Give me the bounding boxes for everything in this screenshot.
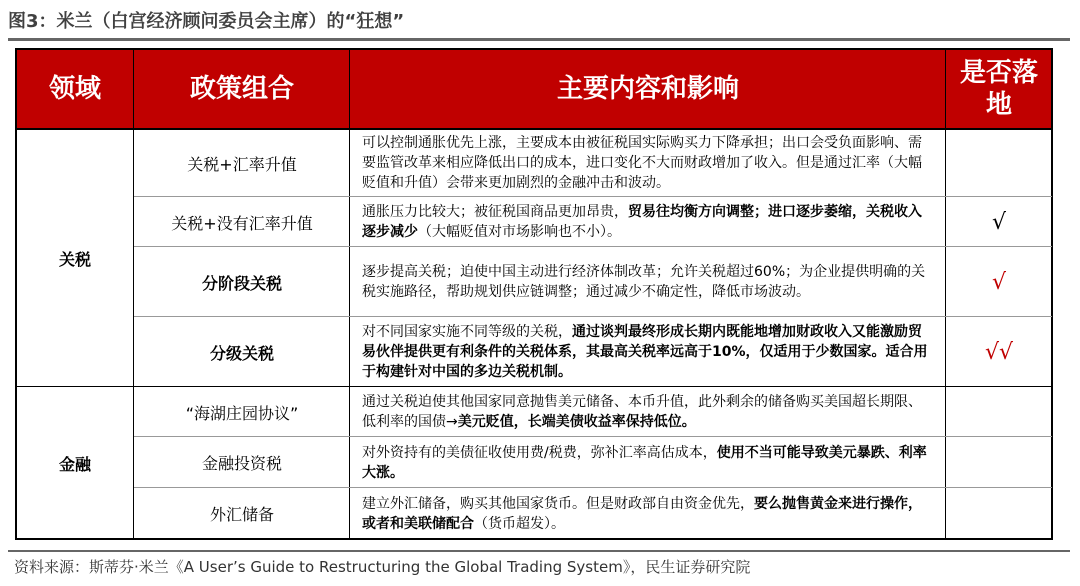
row-2-policy-label: 关税+没有汇率升值 bbox=[171, 213, 313, 233]
row-2-content bbox=[350, 197, 946, 247]
row-5-content bbox=[350, 387, 946, 437]
row-2-content-text bbox=[362, 202, 934, 242]
header-policy bbox=[134, 49, 350, 129]
row-sep-2 bbox=[134, 246, 1052, 247]
header-policy-label: 政策组合 bbox=[189, 74, 294, 104]
row-1-content bbox=[350, 129, 946, 197]
row-6-content-part-a: 对外资持有的美债征收使用费/税费，弥补汇率高估成本， bbox=[362, 444, 717, 461]
row-2-content-part-b: 贸易往均衡方向调整；进口逐步萎缩，关税收入逐步减少 bbox=[362, 204, 922, 240]
row-4-content-text bbox=[362, 322, 934, 382]
row-2-content-part-c: （大幅贬值对市场影响也不小）。 bbox=[418, 224, 621, 240]
border-left bbox=[15, 48, 17, 540]
header-domain bbox=[16, 49, 134, 129]
row-sep-6 bbox=[134, 487, 1052, 488]
row-sep-5 bbox=[134, 436, 1052, 437]
header-content bbox=[350, 49, 946, 129]
footer-rule bbox=[8, 550, 1070, 552]
group-tariff-label: 关税 bbox=[58, 249, 91, 269]
row-7-check bbox=[946, 488, 1052, 539]
row-3-policy-label: 分阶段关税 bbox=[201, 273, 282, 293]
divider-col-3 bbox=[945, 48, 946, 540]
header-domain-label: 领域 bbox=[48, 74, 101, 104]
divider-col-2 bbox=[349, 48, 350, 540]
row-2-check-mark: √ bbox=[991, 209, 1007, 235]
row-6-content bbox=[350, 437, 946, 488]
row-6-content-text bbox=[362, 443, 934, 483]
row-3-policy bbox=[134, 247, 350, 317]
row-4-check-mark: √√ bbox=[984, 339, 1014, 365]
row-2-check bbox=[946, 197, 1052, 247]
row-4-content-part-b: 通过谈判最终形成长期内既能地增加财政收入又能激励贸易伙伴提供更有利条件的关税体系，其最高关税率远高于10%，仅适用于少数国家。适合用于构建针对中国的多边关税机制。 bbox=[362, 324, 928, 380]
header-implemented-label: 是否落地 bbox=[960, 58, 1039, 120]
row-4-content bbox=[350, 317, 946, 387]
row-3-check bbox=[946, 247, 1052, 317]
group-finance-label: 金融 bbox=[58, 454, 91, 474]
row-1-policy-label: 关税+汇率升值 bbox=[187, 154, 297, 174]
row-sep-3 bbox=[134, 316, 1052, 317]
source-note: 资料来源：斯蒂芬·米兰《A User’s Guide to Restructuring the Global Trading System》，民生证券研究院 bbox=[14, 558, 751, 576]
row-7-policy bbox=[134, 488, 350, 539]
row-4-policy bbox=[134, 317, 350, 387]
row-6-policy bbox=[134, 437, 350, 488]
row-6-policy-label: 金融投资税 bbox=[201, 454, 282, 473]
border-bottom bbox=[15, 538, 1053, 540]
group-finance bbox=[16, 387, 134, 539]
row-6-content-part-b: 使用不当可能导致美元暴跌、利率大涨。 bbox=[362, 444, 927, 481]
row-3-check-mark: √ bbox=[991, 269, 1007, 295]
row-2-content-part-a: 通胀压力比较大；被征税国商品更加昂贵， bbox=[362, 204, 628, 220]
row-2-policy bbox=[134, 197, 350, 247]
row-1-policy bbox=[134, 129, 350, 197]
row-4-policy-label: 分级关税 bbox=[209, 343, 274, 363]
group-divider bbox=[15, 386, 1053, 387]
header-content-label: 主要内容和影响 bbox=[556, 74, 739, 104]
row-4-content-part-a: 对不同国家实施不同等级的关税， bbox=[362, 324, 572, 340]
row-5-content-part-a: 通过关税迫使其他国家同意抛售美元储备、本币升值，此外剩余的储备购买美国超长期限、低利率的国债→ bbox=[362, 394, 922, 430]
row-7-content-part-b: 要么抛售黄金来进行操作，或者和美联储配合 bbox=[362, 495, 922, 532]
row-5-content-text bbox=[362, 392, 934, 432]
border-right bbox=[1051, 48, 1053, 540]
row-5-policy bbox=[134, 387, 350, 437]
row-1-content-text: 可以控制通胀优先上涨，主要成本由被征税国实际购买力下降承担；出口会受负面影响、需要监管改革来相应降低出口的成本，进口变化不大而财政增加了收入。但是通过汇率（大幅贬值和升值）会带来更加剧烈的金融冲击和波动。 bbox=[362, 135, 922, 191]
figure-title: 图3：米兰（白宫经济顾问委员会主席）的“狂想” bbox=[8, 11, 405, 32]
row-5-check bbox=[946, 387, 1052, 437]
row-6-check bbox=[946, 437, 1052, 488]
row-7-content-part-a: 建立外汇储备，购买其他国家货币。但是财政部自由资金优先， bbox=[362, 495, 754, 512]
divider-col-1 bbox=[133, 48, 134, 540]
row-7-content bbox=[350, 488, 946, 539]
row-1-check bbox=[946, 129, 1052, 197]
row-3-content bbox=[350, 247, 946, 317]
row-7-content-text bbox=[362, 494, 934, 534]
row-5-policy-label: “海湖庄园协议” bbox=[185, 403, 299, 423]
row-5-content-part-b: 美元贬值，长端美债收益率保持低位。 bbox=[457, 414, 696, 430]
group-tariff bbox=[16, 129, 134, 387]
row-7-policy-label: 外汇储备 bbox=[209, 505, 274, 524]
row-4-check bbox=[946, 317, 1052, 387]
header-bottom-line bbox=[15, 128, 1053, 130]
border-top bbox=[15, 48, 1053, 50]
row-sep-1 bbox=[134, 196, 1052, 197]
row-7-content-part-c: （货币超发）。 bbox=[474, 515, 565, 532]
header-implemented bbox=[946, 49, 1052, 129]
row-3-content-text: 逐步提高关税；迫使中国主动进行经济体制改革；允许关税超过60%；为企业提供明确的关税实施路径，帮助规划供应链调整；通过减少不确定性，降低市场波动。 bbox=[362, 264, 926, 300]
